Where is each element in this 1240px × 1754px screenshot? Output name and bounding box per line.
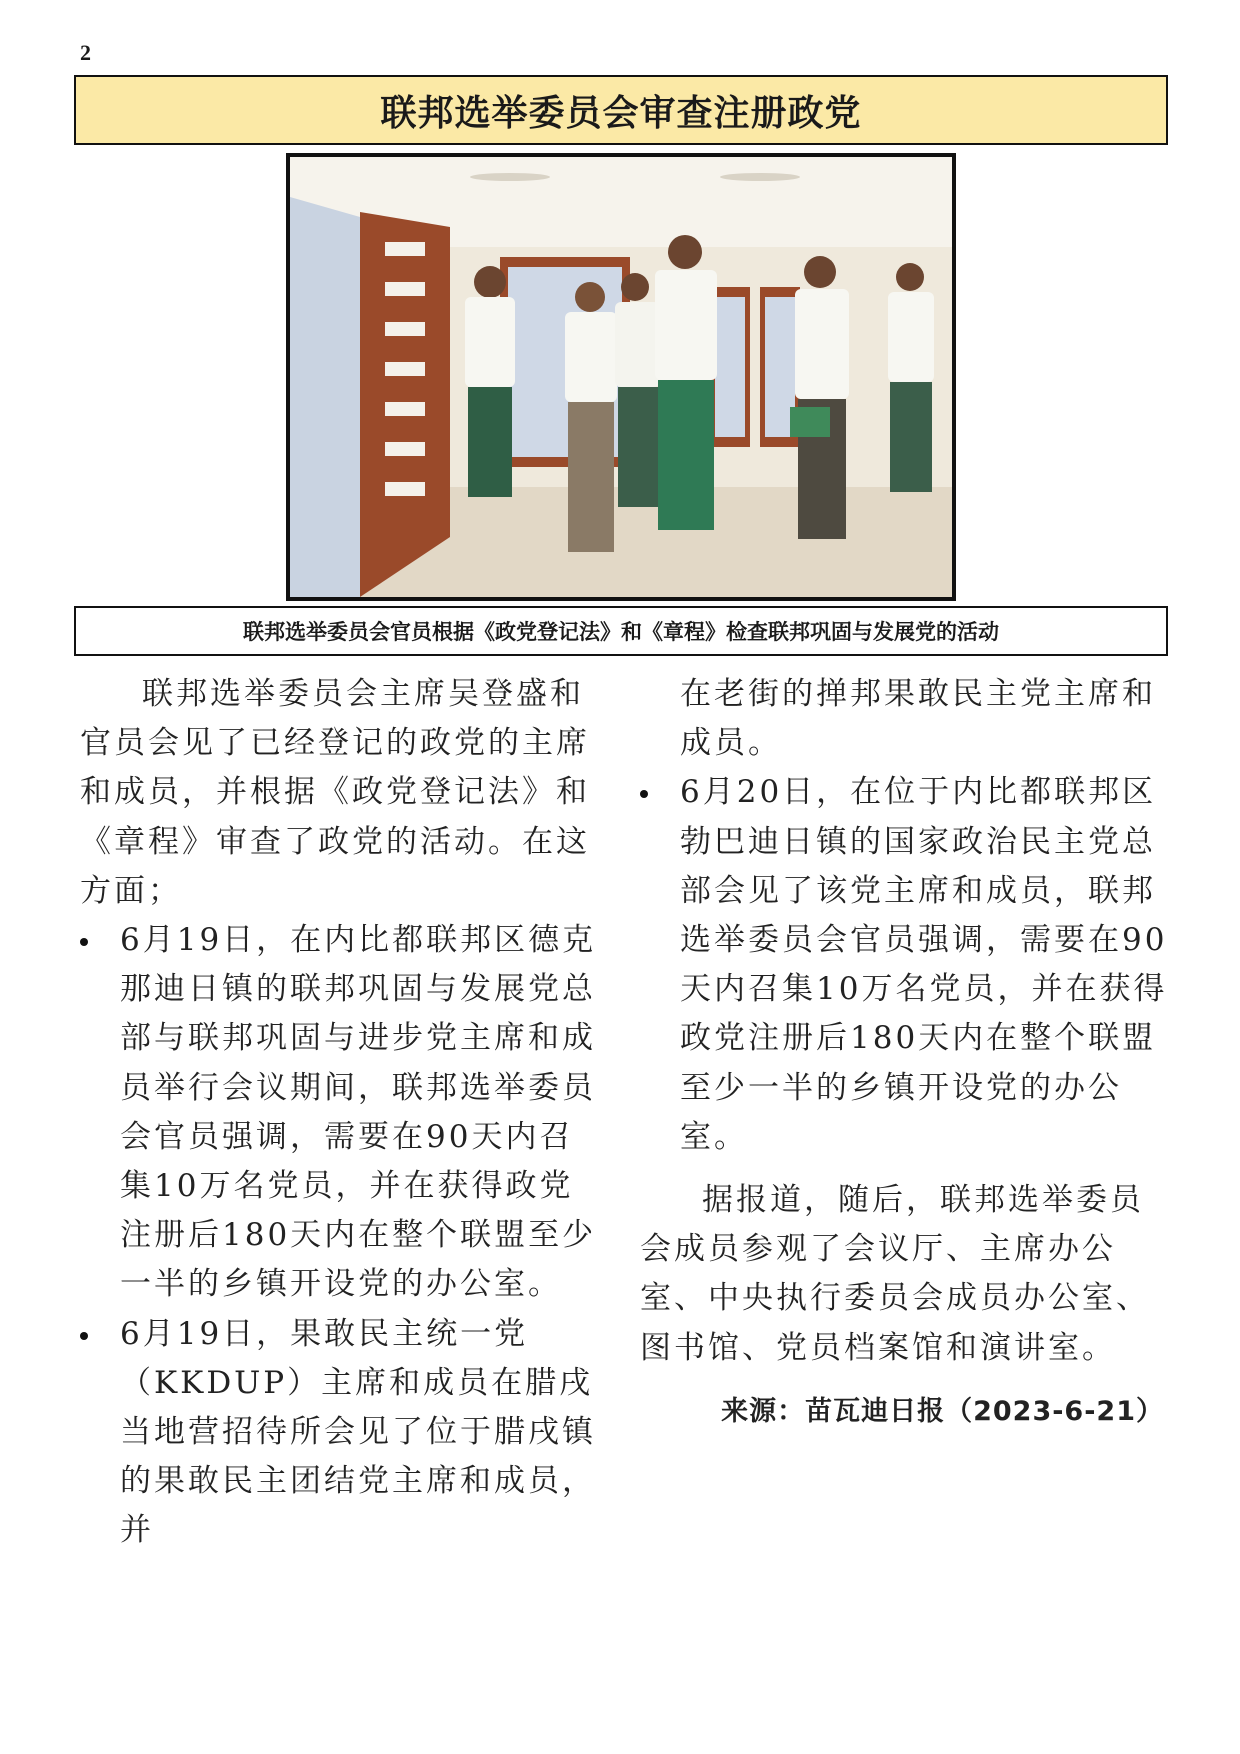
source-line: 来源：苗瓦迪日报（2023-6-21） [721, 1395, 1164, 1427]
photo-illustration [290, 157, 952, 597]
title-banner [74, 75, 1168, 145]
bullet-icon [640, 790, 648, 798]
right-bullet-list [640, 768, 1170, 1162]
list-item-text: 6月19日，在内比都联邦区德克那迪日镇的联邦巩固与发展党总部与联邦巩固与进步党主席和成员举行会议期间，联邦选举委员会官员强调，需要在90天内召集10万名党员，并在获得政党注册后180天内在整个联盟至少一半的乡镇开设党的办公室。 [120, 922, 597, 1303]
photo-caption-box [74, 606, 1168, 656]
continued-paragraph: 在老街的掸邦果敢民主党主席和成员。 [680, 676, 1156, 762]
list-item-text: 6月19日，果敢民主统一党（KKDUP）主席和成员在腊戌当地营招待所会见了位于腊戌镇的果敢民主团结党主席和成员，并 [120, 1315, 596, 1549]
page-number: 2 [80, 40, 91, 65]
bullet-icon [80, 938, 88, 946]
article-title: 联邦选举委员会审查注册政党 [380, 92, 862, 134]
right-column [640, 670, 1170, 1436]
news-photo [286, 153, 956, 601]
list-item [640, 768, 1170, 1162]
photo-caption: 联邦选举委员会官员根据《政党登记法》和《章程》检查联邦巩固与发展党的活动 [243, 620, 999, 644]
left-bullet-list [80, 916, 602, 1556]
list-item [80, 916, 602, 1310]
intro-paragraph: 联邦选举委员会主席吴登盛和官员会见了已经登记的政党的主席和成员，并根据《政党登记法》和《章程》审查了政党的活动。在这方面； [80, 676, 590, 909]
list-item-text: 6月20日，在位于内比都联邦区勃巴迪日镇的国家政治民主党总部会见了该党主席和成员，联邦选举委员会官员强调，需要在90天内召集10万名党员，并在获得政党注册后180天内在整个联盟至少一半的乡镇开设党的办公室。 [680, 774, 1168, 1155]
left-column [80, 670, 602, 1556]
closing-paragraph: 据报道，随后，联邦选举委员会成员参观了会议厅、主席办公室、中央执行委员会成员办公室、图书馆、党员档案馆和演讲室。 [640, 1182, 1150, 1366]
list-item [80, 1310, 602, 1556]
bullet-icon [80, 1332, 88, 1340]
